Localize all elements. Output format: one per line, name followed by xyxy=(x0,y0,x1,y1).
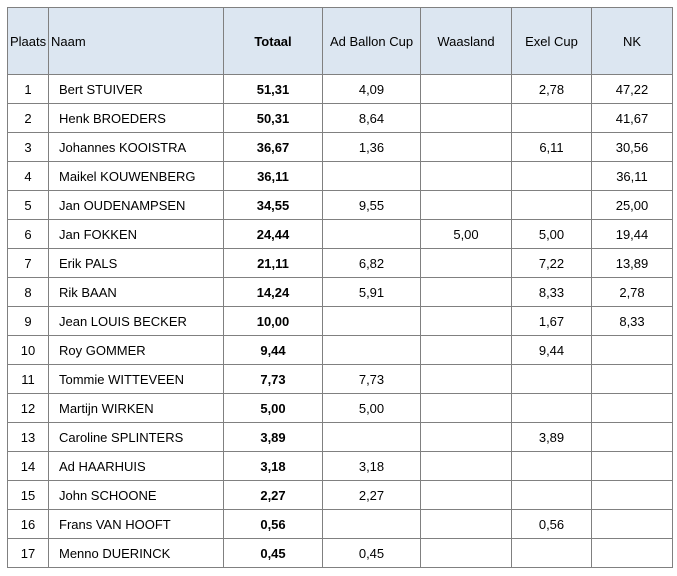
cell-name: Tommie WITTEVEEN xyxy=(49,365,224,394)
header-row xyxy=(8,8,673,75)
cell-nk xyxy=(592,394,673,423)
cell-total: 10,00 xyxy=(224,307,323,336)
cell-place: 6 xyxy=(8,220,49,249)
cell-nk xyxy=(592,539,673,568)
cell-name: Jean LOUIS BECKER xyxy=(49,307,224,336)
cell-exel-cup xyxy=(512,191,592,220)
cell-total: 3,18 xyxy=(224,452,323,481)
cell-ad-ballon-cup: 6,82 xyxy=(323,249,421,278)
cell-total: 3,89 xyxy=(224,423,323,452)
cell-waasland xyxy=(421,510,512,539)
cell-ad-ballon-cup: 4,09 xyxy=(323,75,421,104)
cell-name: Maikel KOUWENBERG xyxy=(49,162,224,191)
header-nk: NK xyxy=(592,8,673,75)
cell-total: 2,27 xyxy=(224,481,323,510)
cell-waasland xyxy=(421,278,512,307)
table-row xyxy=(8,249,673,278)
cell-place: 2 xyxy=(8,104,49,133)
cell-name: Johannes KOOISTRA xyxy=(49,133,224,162)
cell-ad-ballon-cup: 1,36 xyxy=(323,133,421,162)
cell-ad-ballon-cup xyxy=(323,510,421,539)
cell-waasland xyxy=(421,394,512,423)
header-total: Totaal xyxy=(224,8,323,75)
cell-waasland xyxy=(421,104,512,133)
cell-total: 34,55 xyxy=(224,191,323,220)
cell-name: Jan FOKKEN xyxy=(49,220,224,249)
cell-exel-cup: 9,44 xyxy=(512,336,592,365)
cell-ad-ballon-cup: 8,64 xyxy=(323,104,421,133)
cell-nk xyxy=(592,365,673,394)
cell-nk: 30,56 xyxy=(592,133,673,162)
cell-waasland xyxy=(421,452,512,481)
cell-name: Jan OUDENAMPSEN xyxy=(49,191,224,220)
table-row xyxy=(8,539,673,568)
cell-exel-cup: 8,33 xyxy=(512,278,592,307)
cell-name: Henk BROEDERS xyxy=(49,104,224,133)
cell-name: Roy GOMMER xyxy=(49,336,224,365)
cell-nk: 13,89 xyxy=(592,249,673,278)
cell-total: 21,11 xyxy=(224,249,323,278)
cell-nk: 36,11 xyxy=(592,162,673,191)
cell-waasland xyxy=(421,336,512,365)
table-row xyxy=(8,75,673,104)
cell-place: 3 xyxy=(8,133,49,162)
cell-ad-ballon-cup xyxy=(323,162,421,191)
cell-ad-ballon-cup: 2,27 xyxy=(323,481,421,510)
cell-place: 5 xyxy=(8,191,49,220)
cell-exel-cup: 2,78 xyxy=(512,75,592,104)
cell-ad-ballon-cup xyxy=(323,220,421,249)
cell-total: 51,31 xyxy=(224,75,323,104)
cell-ad-ballon-cup: 7,73 xyxy=(323,365,421,394)
header-name: Naam xyxy=(49,8,224,75)
cell-exel-cup: 5,00 xyxy=(512,220,592,249)
cell-name: Rik BAAN xyxy=(49,278,224,307)
cell-exel-cup: 7,22 xyxy=(512,249,592,278)
cell-nk: 8,33 xyxy=(592,307,673,336)
cell-waasland xyxy=(421,191,512,220)
cell-name: Bert STUIVER xyxy=(49,75,224,104)
cell-exel-cup xyxy=(512,539,592,568)
table-body xyxy=(8,75,673,568)
table-row xyxy=(8,365,673,394)
table-row xyxy=(8,307,673,336)
cell-exel-cup: 0,56 xyxy=(512,510,592,539)
cell-place: 17 xyxy=(8,539,49,568)
cell-nk: 25,00 xyxy=(592,191,673,220)
table-row xyxy=(8,394,673,423)
cell-name: Frans VAN HOOFT xyxy=(49,510,224,539)
cell-waasland xyxy=(421,133,512,162)
header-place: Plaats xyxy=(8,8,49,75)
header-ad-ballon-cup: Ad Ballon Cup xyxy=(323,8,421,75)
cell-ad-ballon-cup: 9,55 xyxy=(323,191,421,220)
cell-nk: 47,22 xyxy=(592,75,673,104)
cell-ad-ballon-cup xyxy=(323,336,421,365)
cell-ad-ballon-cup xyxy=(323,307,421,336)
cell-total: 7,73 xyxy=(224,365,323,394)
cell-waasland xyxy=(421,423,512,452)
cell-ad-ballon-cup: 3,18 xyxy=(323,452,421,481)
cell-nk xyxy=(592,423,673,452)
cell-place: 13 xyxy=(8,423,49,452)
cell-waasland xyxy=(421,539,512,568)
cell-nk xyxy=(592,481,673,510)
cell-exel-cup xyxy=(512,394,592,423)
cell-waasland xyxy=(421,365,512,394)
cell-name: Caroline SPLINTERS xyxy=(49,423,224,452)
table-row xyxy=(8,278,673,307)
cell-place: 12 xyxy=(8,394,49,423)
cell-exel-cup xyxy=(512,104,592,133)
cell-total: 24,44 xyxy=(224,220,323,249)
cell-exel-cup: 1,67 xyxy=(512,307,592,336)
table-row xyxy=(8,162,673,191)
cell-place: 4 xyxy=(8,162,49,191)
cell-name: Menno DUERINCK xyxy=(49,539,224,568)
cell-total: 0,45 xyxy=(224,539,323,568)
cell-waasland xyxy=(421,481,512,510)
cell-exel-cup: 3,89 xyxy=(512,423,592,452)
table-row xyxy=(8,191,673,220)
table-row xyxy=(8,481,673,510)
standings-table xyxy=(7,7,673,568)
cell-nk xyxy=(592,452,673,481)
table-row xyxy=(8,220,673,249)
cell-ad-ballon-cup: 5,00 xyxy=(323,394,421,423)
cell-place: 16 xyxy=(8,510,49,539)
cell-waasland: 5,00 xyxy=(421,220,512,249)
cell-ad-ballon-cup: 5,91 xyxy=(323,278,421,307)
cell-nk: 41,67 xyxy=(592,104,673,133)
cell-total: 14,24 xyxy=(224,278,323,307)
cell-place: 7 xyxy=(8,249,49,278)
cell-waasland xyxy=(421,162,512,191)
cell-total: 9,44 xyxy=(224,336,323,365)
cell-place: 9 xyxy=(8,307,49,336)
cell-nk: 2,78 xyxy=(592,278,673,307)
cell-total: 5,00 xyxy=(224,394,323,423)
cell-waasland xyxy=(421,75,512,104)
cell-place: 15 xyxy=(8,481,49,510)
cell-place: 14 xyxy=(8,452,49,481)
header-waasland: Waasland xyxy=(421,8,512,75)
table-row xyxy=(8,423,673,452)
cell-name: Ad HAARHUIS xyxy=(49,452,224,481)
cell-exel-cup xyxy=(512,452,592,481)
header-exel-cup: Exel Cup xyxy=(512,8,592,75)
table-row xyxy=(8,452,673,481)
cell-nk xyxy=(592,510,673,539)
cell-waasland xyxy=(421,249,512,278)
cell-place: 11 xyxy=(8,365,49,394)
cell-waasland xyxy=(421,307,512,336)
cell-place: 10 xyxy=(8,336,49,365)
cell-nk xyxy=(592,336,673,365)
cell-total: 36,11 xyxy=(224,162,323,191)
cell-exel-cup xyxy=(512,162,592,191)
cell-ad-ballon-cup: 0,45 xyxy=(323,539,421,568)
cell-total: 36,67 xyxy=(224,133,323,162)
cell-exel-cup xyxy=(512,481,592,510)
cell-name: Erik PALS xyxy=(49,249,224,278)
cell-name: Martijn WIRKEN xyxy=(49,394,224,423)
table-row xyxy=(8,133,673,162)
table-row xyxy=(8,510,673,539)
cell-name: John SCHOONE xyxy=(49,481,224,510)
cell-total: 50,31 xyxy=(224,104,323,133)
table-row xyxy=(8,104,673,133)
table-row xyxy=(8,336,673,365)
cell-nk: 19,44 xyxy=(592,220,673,249)
cell-place: 1 xyxy=(8,75,49,104)
cell-place: 8 xyxy=(8,278,49,307)
cell-exel-cup: 6,11 xyxy=(512,133,592,162)
cell-exel-cup xyxy=(512,365,592,394)
cell-ad-ballon-cup xyxy=(323,423,421,452)
cell-total: 0,56 xyxy=(224,510,323,539)
